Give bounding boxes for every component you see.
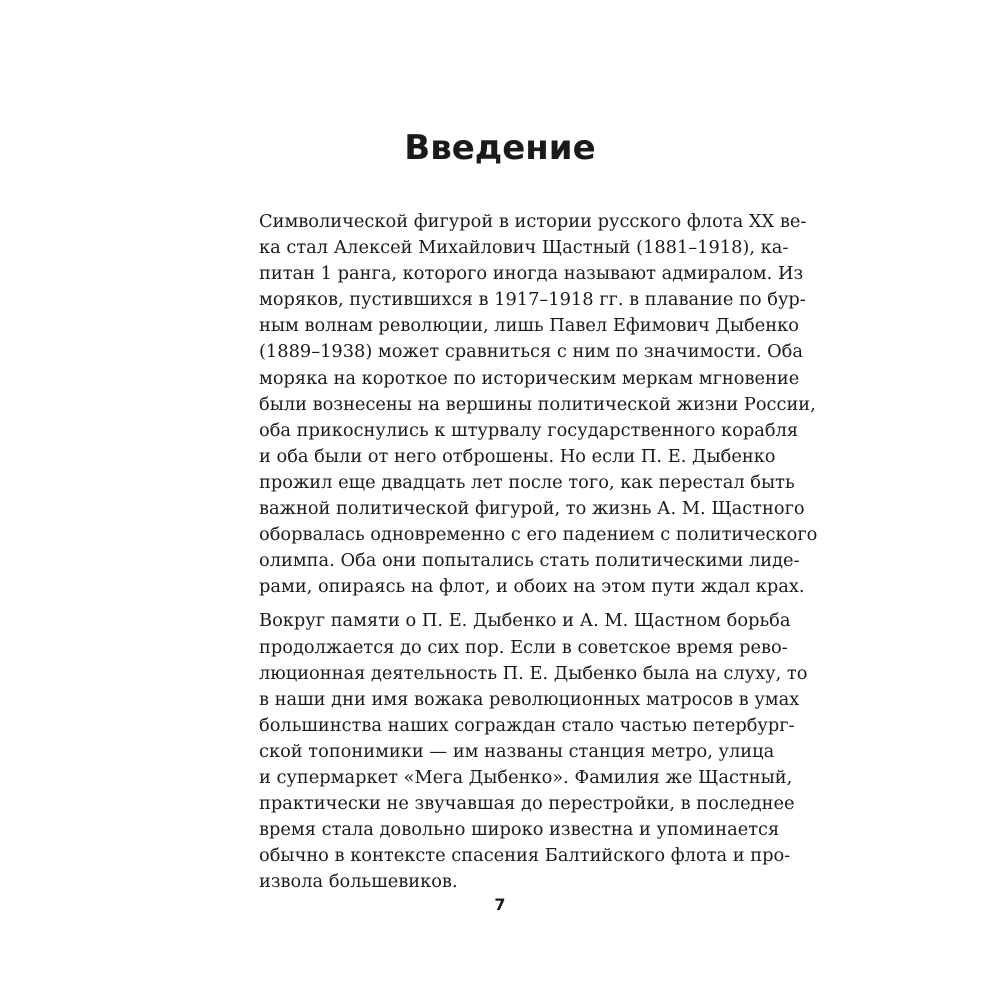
text-line: олимпа. Оба они попытались стать политическими лиде-: [259, 550, 800, 572]
text-line: рами, опираясь на флот, и обоих на этом пути ждал крах.: [259, 576, 805, 598]
paragraph: [259, 209, 818, 600]
text-line: прожил еще двадцать лет после того, как перестал быть: [259, 471, 795, 493]
text-line: и оба были от него отброшены. Но если П. Е. Дыбенко: [259, 445, 776, 467]
text-line: (1889–1938) может сравниться с ним по значимости. Оба: [259, 341, 803, 363]
text-line: ка стал Алексей Михайлович Щастный (1881–1918), ка-: [259, 237, 789, 259]
text-line: были вознесены на вершины политической жизни России,: [259, 393, 816, 415]
text-line: Вокруг памяти о П. Е. Дыбенко и А. М. Щастном борьба: [259, 610, 791, 632]
text-line: ской топонимики — им названы станция метро, улица: [259, 740, 775, 762]
text-line: оба прикоснулись к штурвалу государственного корабля: [259, 419, 799, 441]
paragraph: [259, 608, 808, 895]
text-line: время стала довольно широко известна и упоминается: [259, 819, 780, 841]
text-line: ным волнам революции, лишь Павел Ефимович Дыбенко: [259, 315, 799, 337]
text-line: большинства наших сограждан стало частью петербург-: [259, 714, 795, 736]
text-line: обычно в контексте спасения Балтийского флота и про-: [259, 845, 791, 867]
text-line: моряков, пустившихся в 1917–1918 гг. в плавание по бур-: [259, 289, 806, 311]
text-line: оборвалась одновременно с его падением с политического: [259, 524, 818, 546]
page-number: 7: [494, 895, 506, 914]
text-line: извола большевиков.: [259, 871, 458, 893]
chapter-heading: Введение: [404, 128, 596, 168]
text-line: продолжается до сих пор. Если в советское время рево-: [259, 636, 788, 658]
text-line: питан 1 ранга, которого иногда называют адмиралом. Из: [259, 263, 804, 285]
text-line: и супермаркет «Мега Дыбенко». Фамилия же Щастный,: [259, 766, 793, 788]
text-line: моряка на короткое по историческим меркам мгновение: [259, 367, 800, 389]
text-line: в наши дни имя вожака революционных матросов в умах: [259, 688, 800, 710]
text-line: практически не звучавшая до перестройки, в последнее: [259, 793, 795, 815]
body-text: [259, 209, 818, 895]
text-line: люционная деятельность П. Е. Дыбенко была на слуху, то: [259, 662, 808, 684]
text-line: важной политической фигурой, то жизнь А. М. Щастного: [259, 498, 805, 520]
text-line: Символической фигурой в истории русского флота XX ве-: [259, 211, 807, 232]
